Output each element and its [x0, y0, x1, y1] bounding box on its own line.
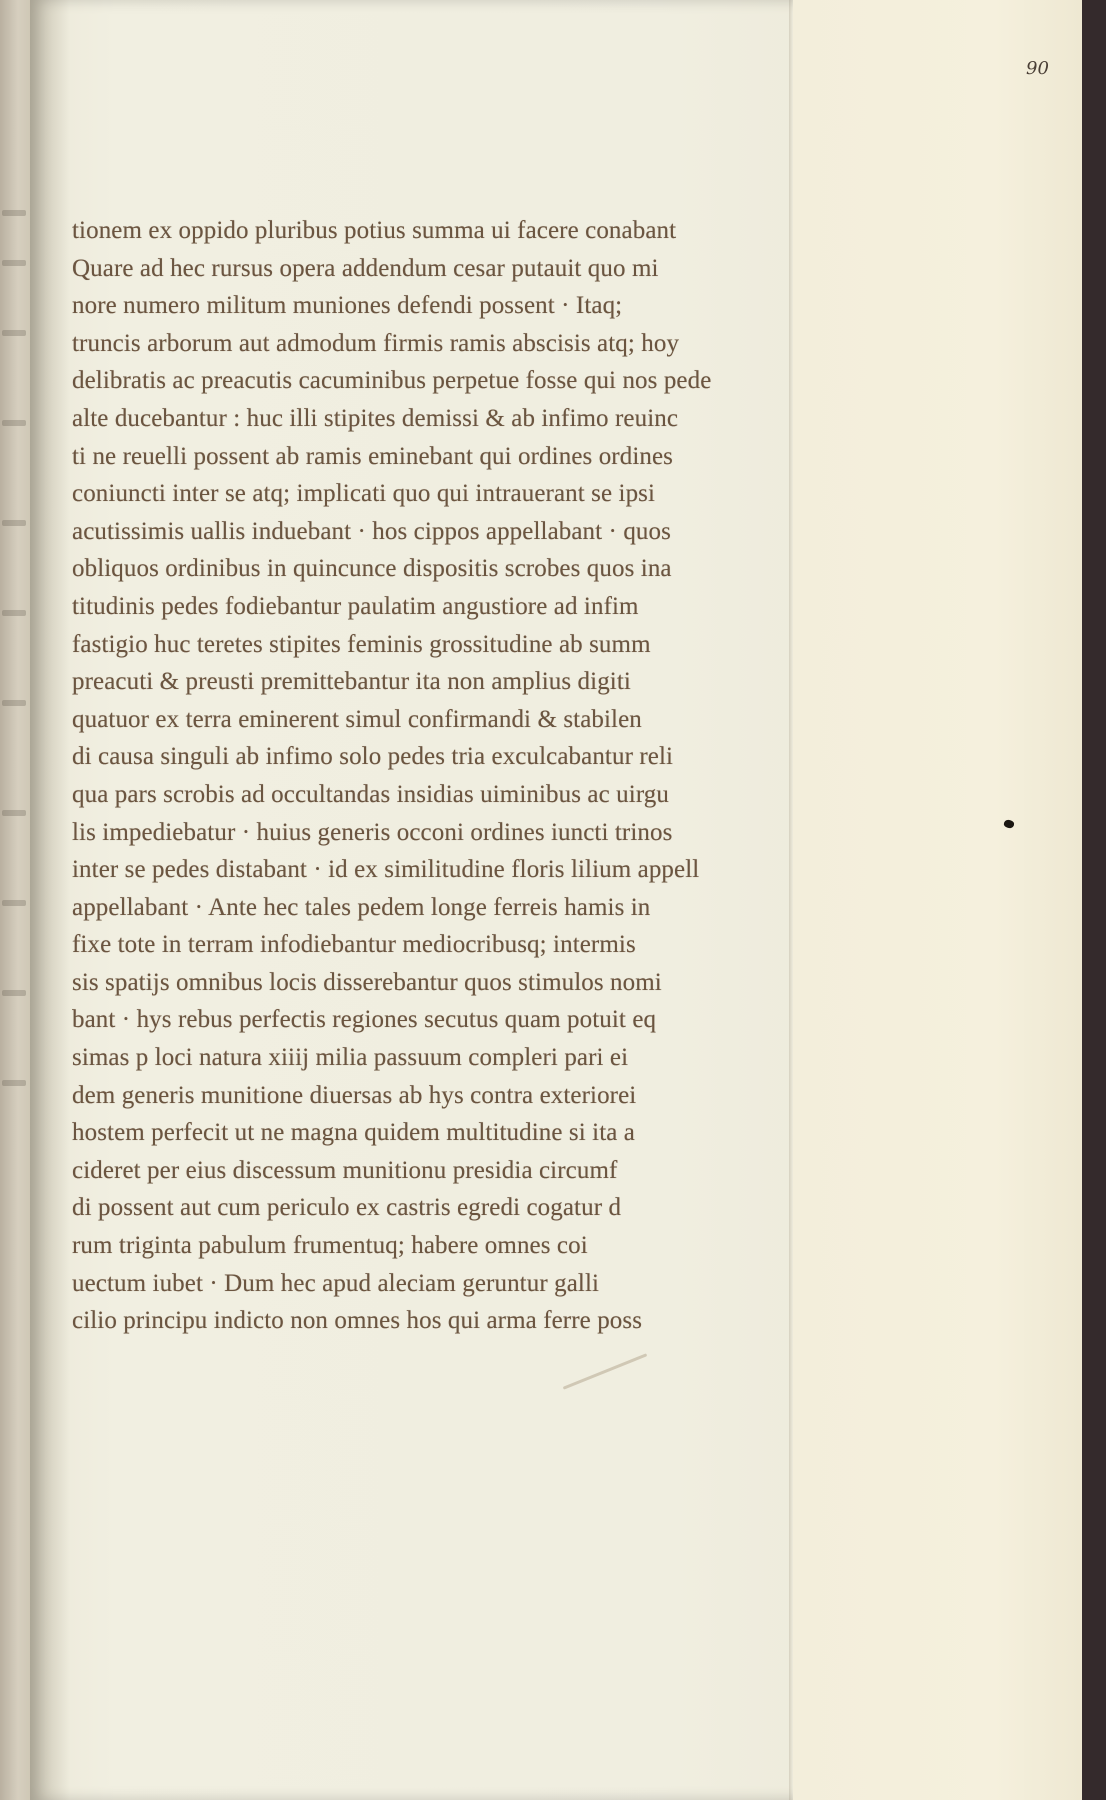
text-line: fixe tote in terram infodiebantur mediocribusq; intermis [72, 931, 636, 959]
blank-margin-panel [793, 0, 1082, 1800]
text-line: di causa singuli ab infimo solo pedes tria exculcabantur reli [72, 743, 674, 771]
text-line: truncis arborum aut admodum firmis ramis abscisis atq; hoy [72, 329, 680, 357]
text-line: sis spatijs omnibus locis disserebantur quos stimulos nomi [72, 968, 662, 996]
text-line: coniuncti inter se atq; implicati quo qui intrauerant se ipsi [72, 480, 656, 508]
text-line: cilio principu indicto non omnes hos qui arma ferre poss [72, 1307, 643, 1335]
text-line: simas p loci natura xiiij milia passuum compleri pari ei [72, 1044, 629, 1072]
text-line: ti ne reuelli possent ab ramis eminebant qui ordines ordines [72, 442, 673, 470]
text-line: dem generis munitione diuersas ab hys contra exteriorei [72, 1081, 637, 1109]
text-line: titudinis pedes fodiebantur paulatim angustiore ad infim [72, 592, 639, 620]
gutter-shadow [30, 0, 70, 1800]
text-line: Quare ad hec rursus opera addendum cesar putauit quo mi [72, 254, 659, 282]
text-line: rum triginta pabulum frumentuq; habere omnes coi [72, 1232, 588, 1260]
folio-number: 90 [1026, 58, 1049, 79]
text-line: hostem perfecit ut ne magna quidem multitudine si ita a [72, 1119, 635, 1147]
text-line: cideret per eius discessum munitionu presidia circumf [72, 1156, 618, 1184]
previous-page-edge [0, 0, 30, 1800]
text-line: qua pars scrobis ad occultandas insidias uiminibus ac uirgu [72, 780, 669, 808]
text-line: preacuti & preusti premittebantur ita non amplius digiti [72, 668, 631, 696]
manuscript-text-block [72, 212, 790, 1340]
text-line: acutissimis uallis induebant · hos cippos appellabant · quos [72, 517, 671, 545]
text-line: nore numero militum muniones defendi possent · Itaq; [72, 292, 623, 320]
text-line: di possent aut cum periculo ex castris egredi cogatur d [72, 1194, 622, 1222]
text-line: appellabant · Ante hec tales pedem longe ferreis hamis in [72, 893, 651, 921]
text-line: delibratis ac preacutis cacuminibus perpetue fosse qui nos pede [72, 367, 712, 395]
text-line: alte ducebantur : huc illi stipites demissi & ab infimo reuinc [72, 404, 679, 432]
text-line: inter se pedes distabant · id ex similitudine floris lilium appell [72, 856, 700, 884]
text-line: fastigio huc teretes stipites feminis grossitudine ab summ [72, 630, 651, 658]
text-line: uectum iubet · Dum hec apud aleciam geruntur galli [72, 1269, 600, 1297]
text-line: lis impediebatur · huius generis occoni ordines iuncti trinos [72, 818, 673, 846]
text-line: obliquos ordinibus in quincunce dispositis scrobes quos ina [72, 555, 672, 583]
text-line: quatuor ex terra eminerent simul confirmandi & stabilen [72, 705, 642, 733]
text-line: bant · hys rebus perfectis regiones secutus quam potuit eq [72, 1006, 657, 1034]
text-line: tionem ex oppido pluribus potius summa ui facere conabant [72, 217, 677, 244]
